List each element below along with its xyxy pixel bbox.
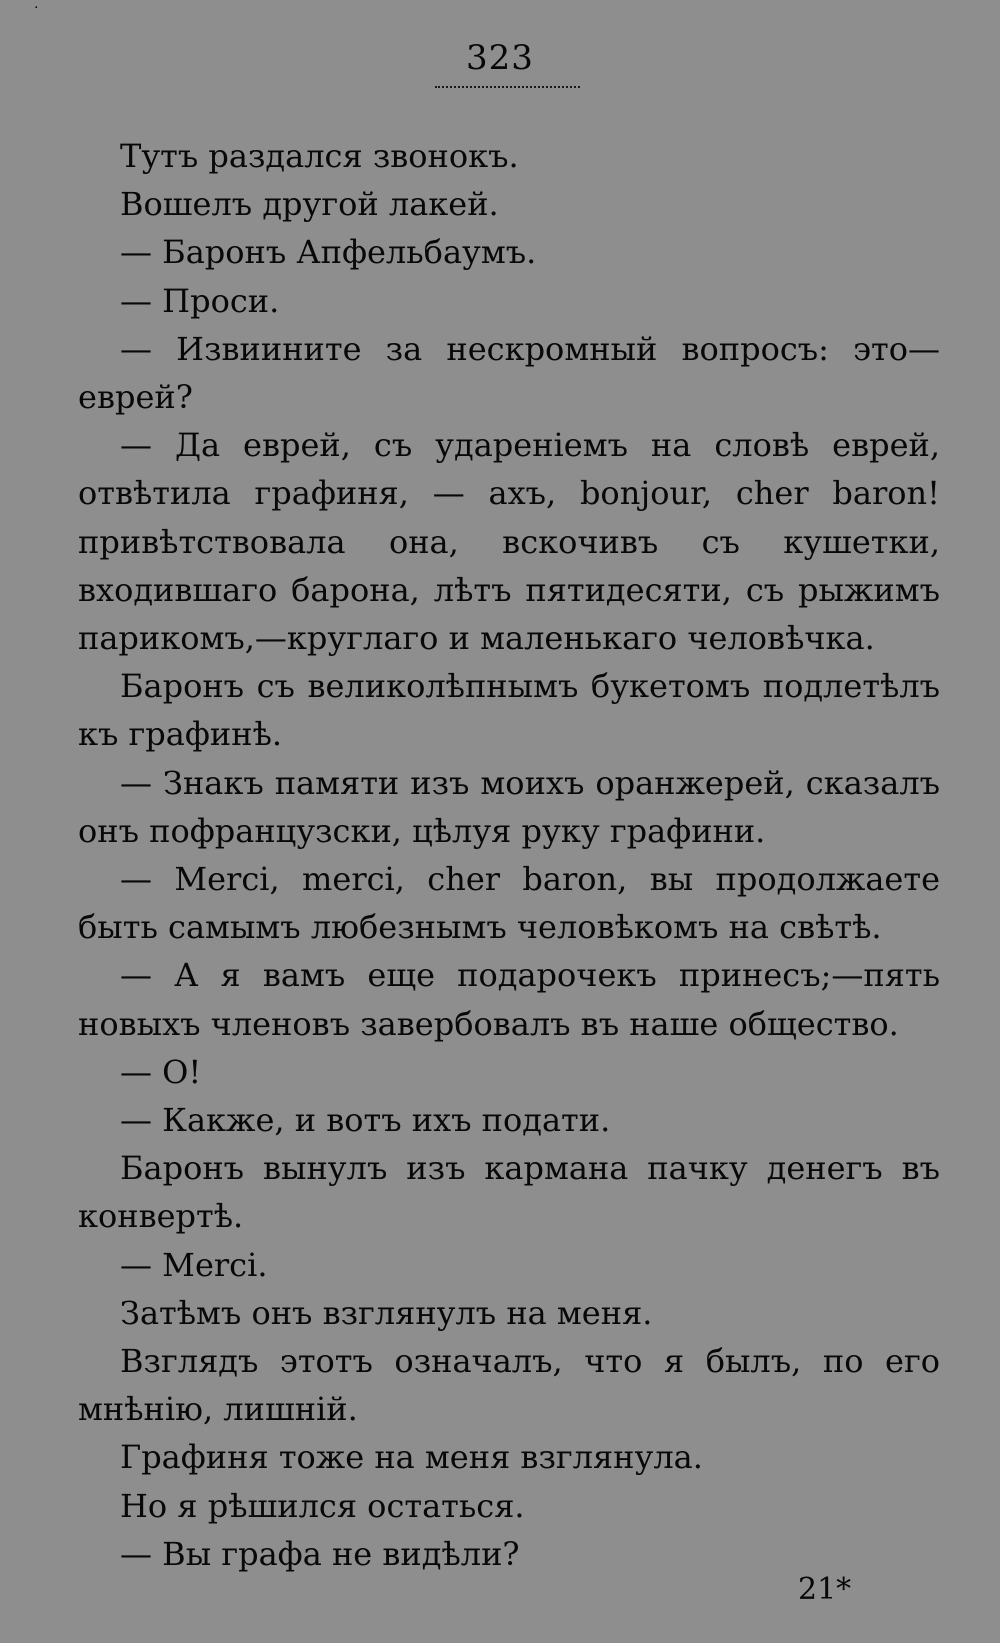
- paragraph: Баронъ съ великолѣпнымъ букетомъ подлетѣлъ къ графинѣ.: [78, 667, 940, 754]
- page-number: 323: [466, 38, 534, 78]
- paragraph: — Merci.: [120, 1245, 268, 1284]
- paragraph: — Проси.: [120, 281, 280, 320]
- paragraph: Вошелъ другой лакей.: [120, 185, 499, 224]
- text-body: [78, 132, 940, 1578]
- paragraph: Взглядъ этотъ означалъ, что я былъ, по его мнѣнію, лишній.: [78, 1342, 940, 1429]
- paragraph: — Вы графа не видѣли?: [120, 1534, 520, 1573]
- paragraph: Графиня тоже на меня взглянула.: [120, 1438, 703, 1477]
- paragraph: — Баронъ Апфельбаумъ.: [120, 233, 537, 272]
- corner-dot: ·: [34, 0, 39, 16]
- paragraph: Баронъ вынулъ изъ кармана пачку денегъ въ конвертѣ.: [78, 1149, 940, 1236]
- header-rule: [435, 86, 580, 88]
- paragraph: Но я рѣшился остаться.: [120, 1486, 525, 1525]
- paragraph: Затѣмъ онъ взглянулъ на меня.: [120, 1293, 653, 1332]
- paragraph: — А я вамъ еще подарочекъ принесъ;—пять новыхъ членовъ завербовалъ въ наше общество.: [78, 956, 940, 1043]
- signature-mark: 21*: [798, 1572, 852, 1607]
- paragraph: — О!: [120, 1052, 202, 1091]
- paragraph: — Извиините за нескромный вопросъ: это— еврей?: [78, 329, 940, 417]
- paragraph: — Да еврей, съ удареніемъ на словѣ еврей, отвѣтила графиня, — ахъ, bonjour, cher baron! привѣтствовала она, вскочивъ съ кушетки, входившаго барона, лѣтъ пятидесяти, съ рыжимъ парикомъ,—круглаго и маленькаго человѣчка.: [78, 426, 940, 658]
- paragraph: — Какже, и вотъ ихъ подати.: [120, 1101, 611, 1140]
- paragraph: — Знакъ памяти изъ моихъ оранжерей, сказалъ онъ пофранцузски, цѣлуя руку графини.: [78, 763, 940, 850]
- paragraph: Тутъ раздался звонокъ.: [120, 137, 519, 175]
- paragraph: — Merci, merci, cher baron, вы продолжаете быть самымъ любезнымъ человѣкомъ на свѣтѣ.: [78, 860, 940, 947]
